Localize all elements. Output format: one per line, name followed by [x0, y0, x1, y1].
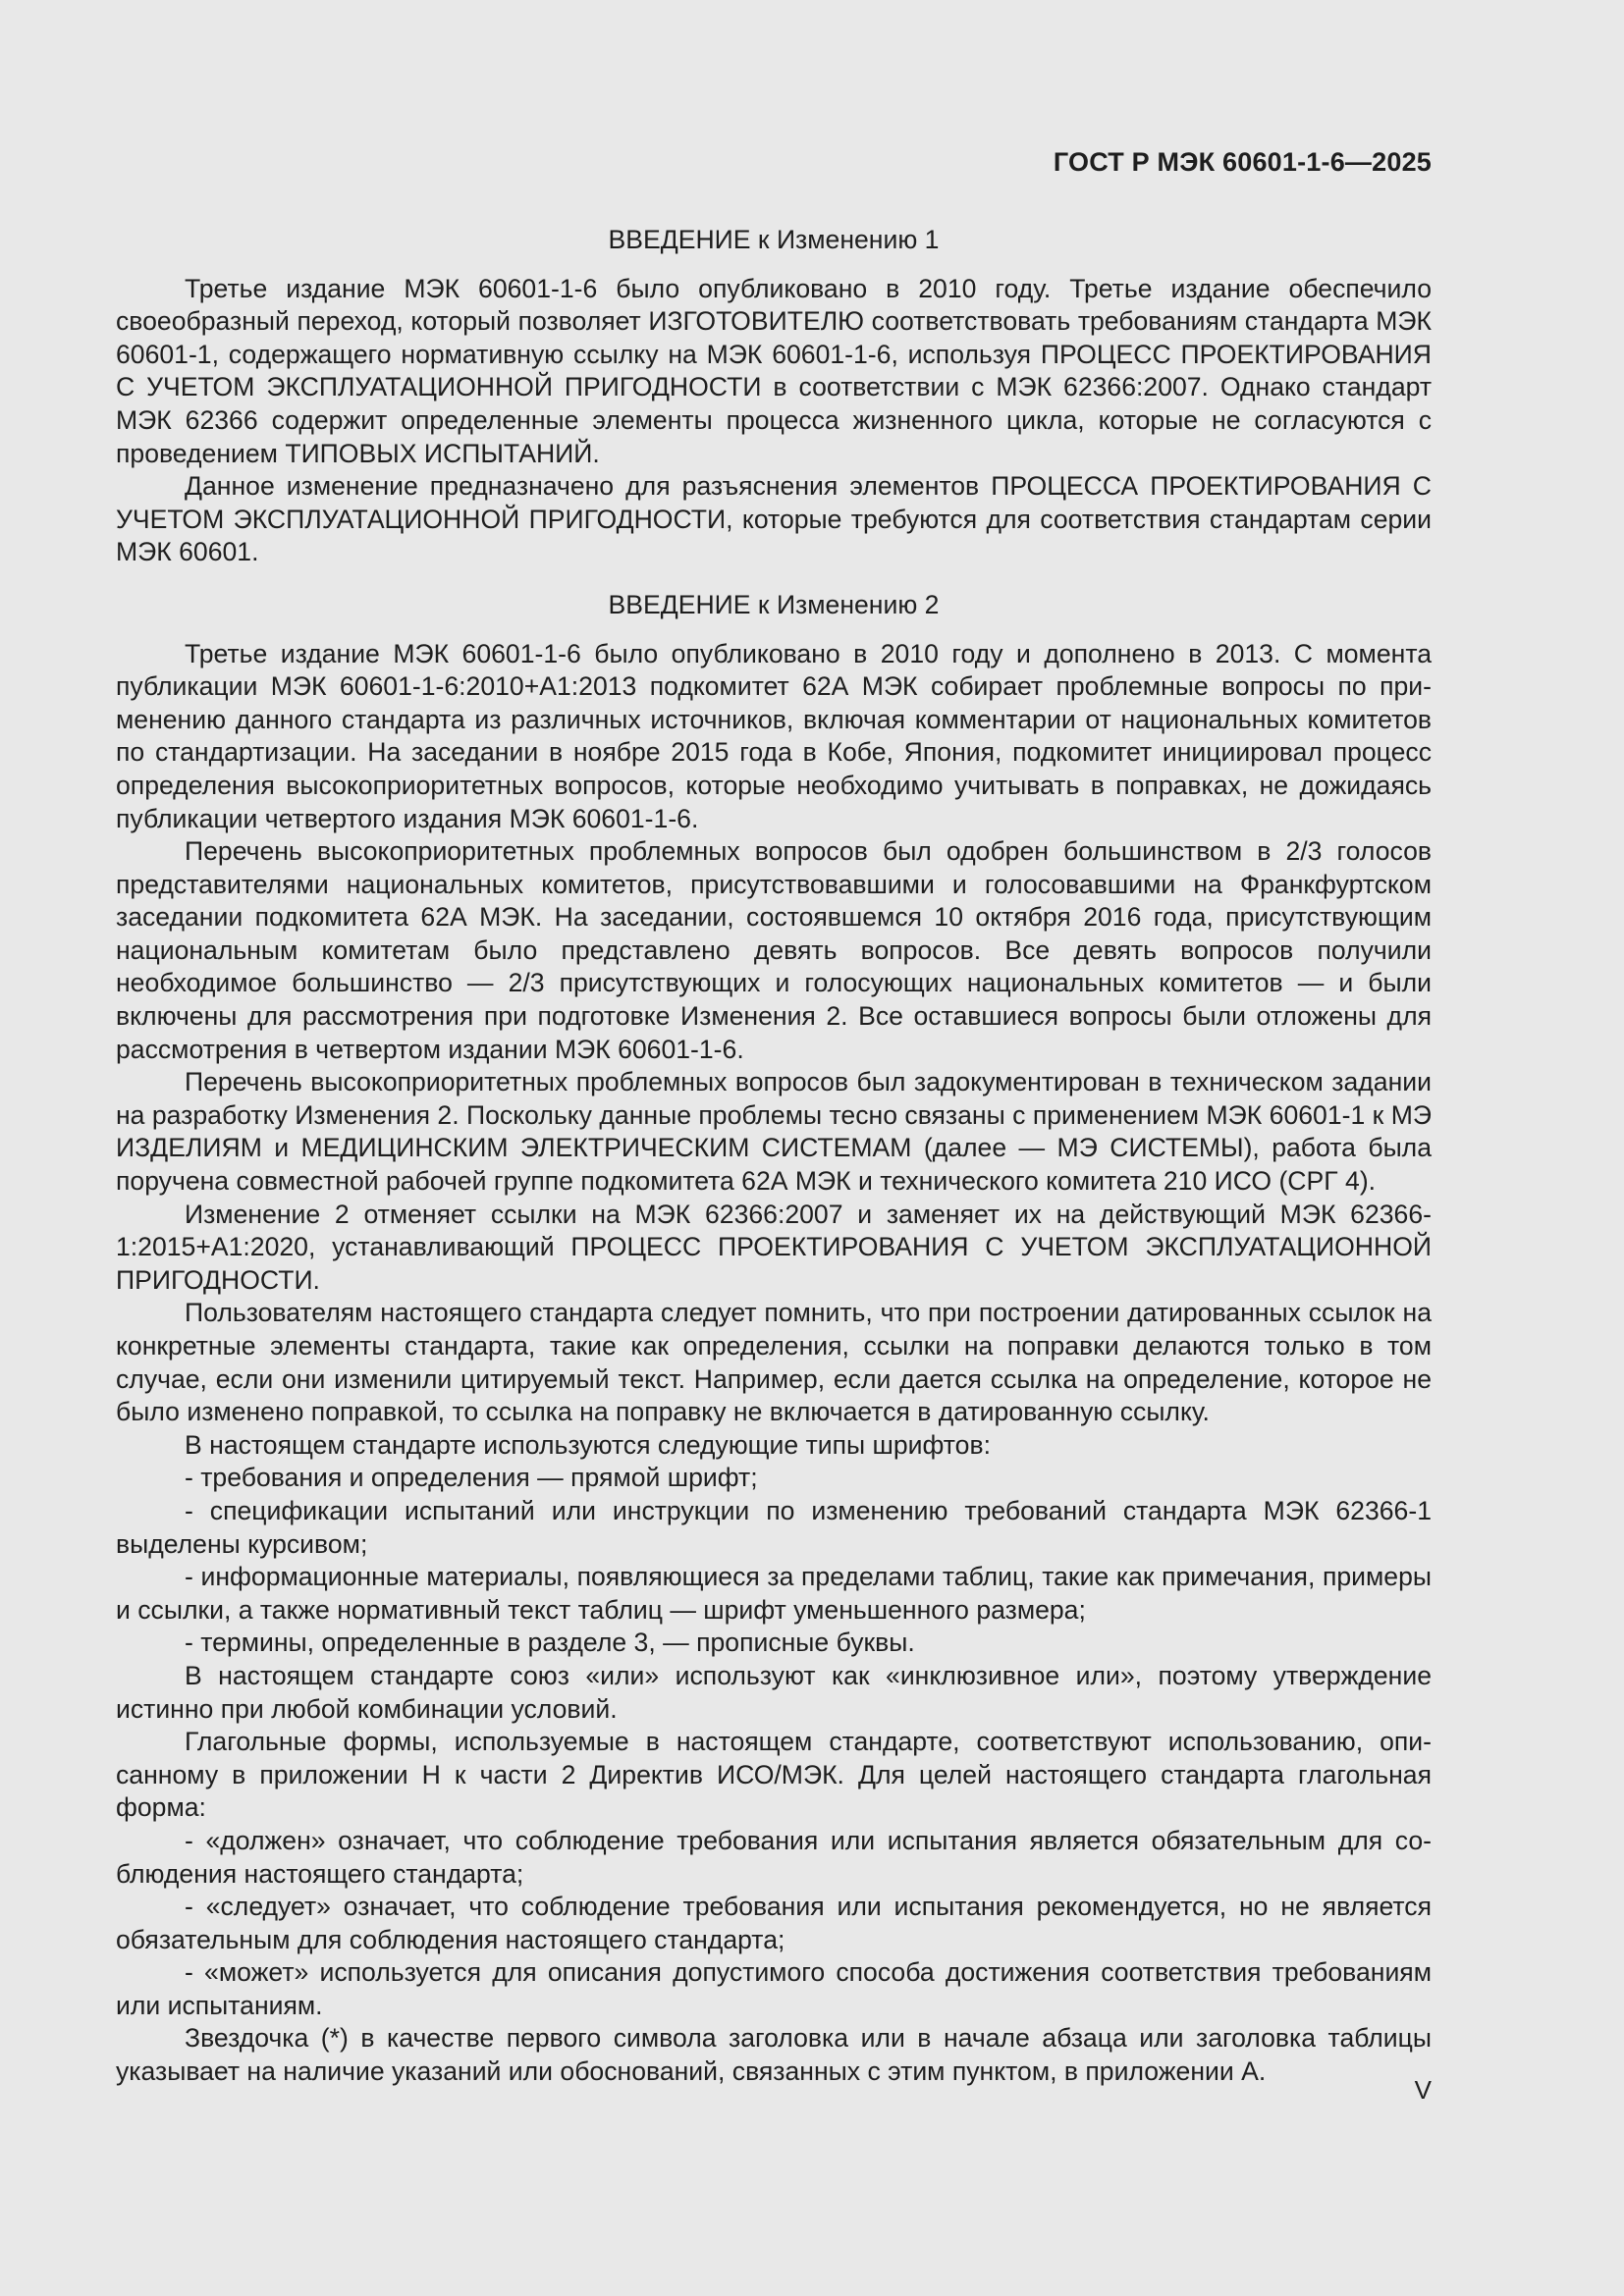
section-title-amendment-2: ВВЕДЕНИЕ к Изменению 2: [608, 589, 940, 619]
paragraph: Перечень высокоприоритетных проблемных вопросов был одобрен большинством в 2/3 голосов представителями национальных комитетов, присутствовавшими и голосовавшими на Франкфуртском заседании подкомитета 62А МЭК. На заседании, состоявшемся 10 октября 2016 года, присутствующим национальным комитетам было представлено девять вопросов. Все девять вопросов получили необходимое большинство — 2/3 присутствующих и голосующих национальных комитетов — и были включены для рассмотрения при подготовке Изменения 2. Все оставшиеся вопросы были отложены для рассмотрения в четвертом издании МЭК 60601-1-6.: [116, 836, 1432, 1064]
list-item: - требования и определения — прямой шрифт;: [185, 1463, 758, 1493]
paragraph: Данное изменение предназначено для разъяснения элементов ПРОЦЕССА ПРОЕКТИРОВАНИЯ С УЧЕТОМ ЭКСПЛУАТАЦИОННОЙ ПРИГОДНОСТИ, которые требуются для соответствия стандартам серии МЭК 60601.: [116, 471, 1432, 567]
list-item: - информационные материалы, появляющиеся за пределами таблиц, такие как примечания, примеры и ссылки, а также нормативный текст таблиц — шрифт уменьшенного размера;: [116, 1562, 1432, 1625]
paragraph: Изменение 2 отменяет ссылки на МЭК 62366:2007 и заменяет их на действующий МЭК 62366-1:2015+A1:2020, устанавливающий ПРОЦЕСС ПРОЕКТИРОВАНИЯ С УЧЕТОМ ЭКСПЛУАТАЦИОННОЙ ПРИГОДНОСТИ.: [116, 1199, 1432, 1295]
paragraph: Третье издание МЭК 60601-1-6 было опубликовано в 2010 году. Третье издание обеспечило своеобразный переход, который позволяет ИЗГОТОВИТЕЛЮ соответствовать требованиям стандарта МЭК 60601-1, содержащего нормативную ссылку на МЭК 60601-1-6, используя ПРОЦЕСС ПРОЕКТИРОВАНИЯ С УЧЕТОМ ЭКСПЛУАТАЦИОННОЙ ПРИГОДНОСТИ в соответствии с МЭК 62366:2007. Однако стандарт МЭК 62366 содержит определенные элементы процесса жизненного цикла, которые не согласуются с проведением ТИПОВЫХ ИСПЫТАНИЙ.: [116, 273, 1432, 468]
list-item: - «должен» означает, что соблюдение требования или испытания является обязательным для соблюдения настоящего стандарта;: [116, 1825, 1432, 1889]
paragraph: В настоящем стандарте союз «или» используют как «инклюзивное или», поэтому утверждение истинно при любой комбинации условий.: [116, 1660, 1432, 1724]
list-item: - «следует» означает, что соблюдение требования или испытания рекомендуется, но не является обязательным для соблюдения настоящего стандарта;: [116, 1892, 1432, 1954]
list-item: - спецификации испытаний или инструкции по изменению требований стандарта МЭК 62366-1 выделены курсивом;: [116, 1495, 1432, 1559]
document-body: [116, 224, 1432, 2089]
list-item: - «может» используется для описания допустимого способа достижения соответствия требованиям или испытаниям.: [116, 1957, 1432, 2020]
document-page: [116, 0, 1432, 2296]
list-item: - термины, определенные в разделе 3, — прописные буквы.: [185, 1628, 915, 1658]
standard-id-header: ГОСТ Р МЭК 60601-1-6—2025: [1053, 147, 1432, 177]
paragraph: Пользователям настоящего стандарта следует помнить, что при построении датированных ссылок на конкретные элементы стандарта, такие как определения, ссылки на поправки делаются только в том случае, если они изменили цитируемый текст. Например, если дается ссылка на определение, которое не было изменено поправкой, то ссылка на поправку не включается в датированную ссылку.: [116, 1298, 1432, 1427]
page-number: V: [1414, 2075, 1432, 2105]
paragraph: Звездочка (*) в качестве первого символа заголовка или в начале абзаца или заголовка таблицы указывает на наличие указаний или обоснований, связанных с этим пунктом, в приложении А.: [116, 2023, 1432, 2087]
paragraph: Перечень высокоприоритетных проблемных вопросов был задокументирован в техническом задании на разработку Изменения 2. Поскольку данные проблемы тесно связаны с применением МЭК 60601-1 к МЭ ИЗДЕЛИЯМ и МЕДИЦИНСКИМ ЭЛЕКТРИЧЕСКИМ СИСТЕМАМ (далее — МЭ СИСТЕМЫ), работа была поручена совместной рабочей группе подкомитета 62А МЭК и технического комитета 210 ИСО (СРГ 4).: [116, 1067, 1432, 1197]
paragraph: Третье издание МЭК 60601-1-6 было опубликовано в 2010 году и дополнено в 2013. С момента публикации МЭК 60601-1-6:2010+A1:2013 подкомитет 62А МЭК собирает проблемные вопросы по применению данного стандарта из различных источников, включая комментарии от национальных комитетов по стандартизации. На заседании в ноябре 2015 года в Кобе, Япония, подкомитет инициировал процесс определения высокоприоритетных вопросов, которые необходимо учитывать в поправках, не дожидаясь публикации четвертого издания МЭК 60601-1-6.: [116, 638, 1432, 833]
section-title-amendment-1: ВВЕДЕНИЕ к Изменению 1: [608, 225, 940, 254]
paragraph: Глагольные формы, используемые в настоящем стандарте, соответствуют использованию, описанному в приложении H к части 2 Директив ИСО/МЭК. Для целей настоящего стандарта глагольная форма:: [116, 1727, 1432, 1823]
paragraph: В настоящем стандарте используются следующие типы шрифтов:: [185, 1429, 991, 1460]
